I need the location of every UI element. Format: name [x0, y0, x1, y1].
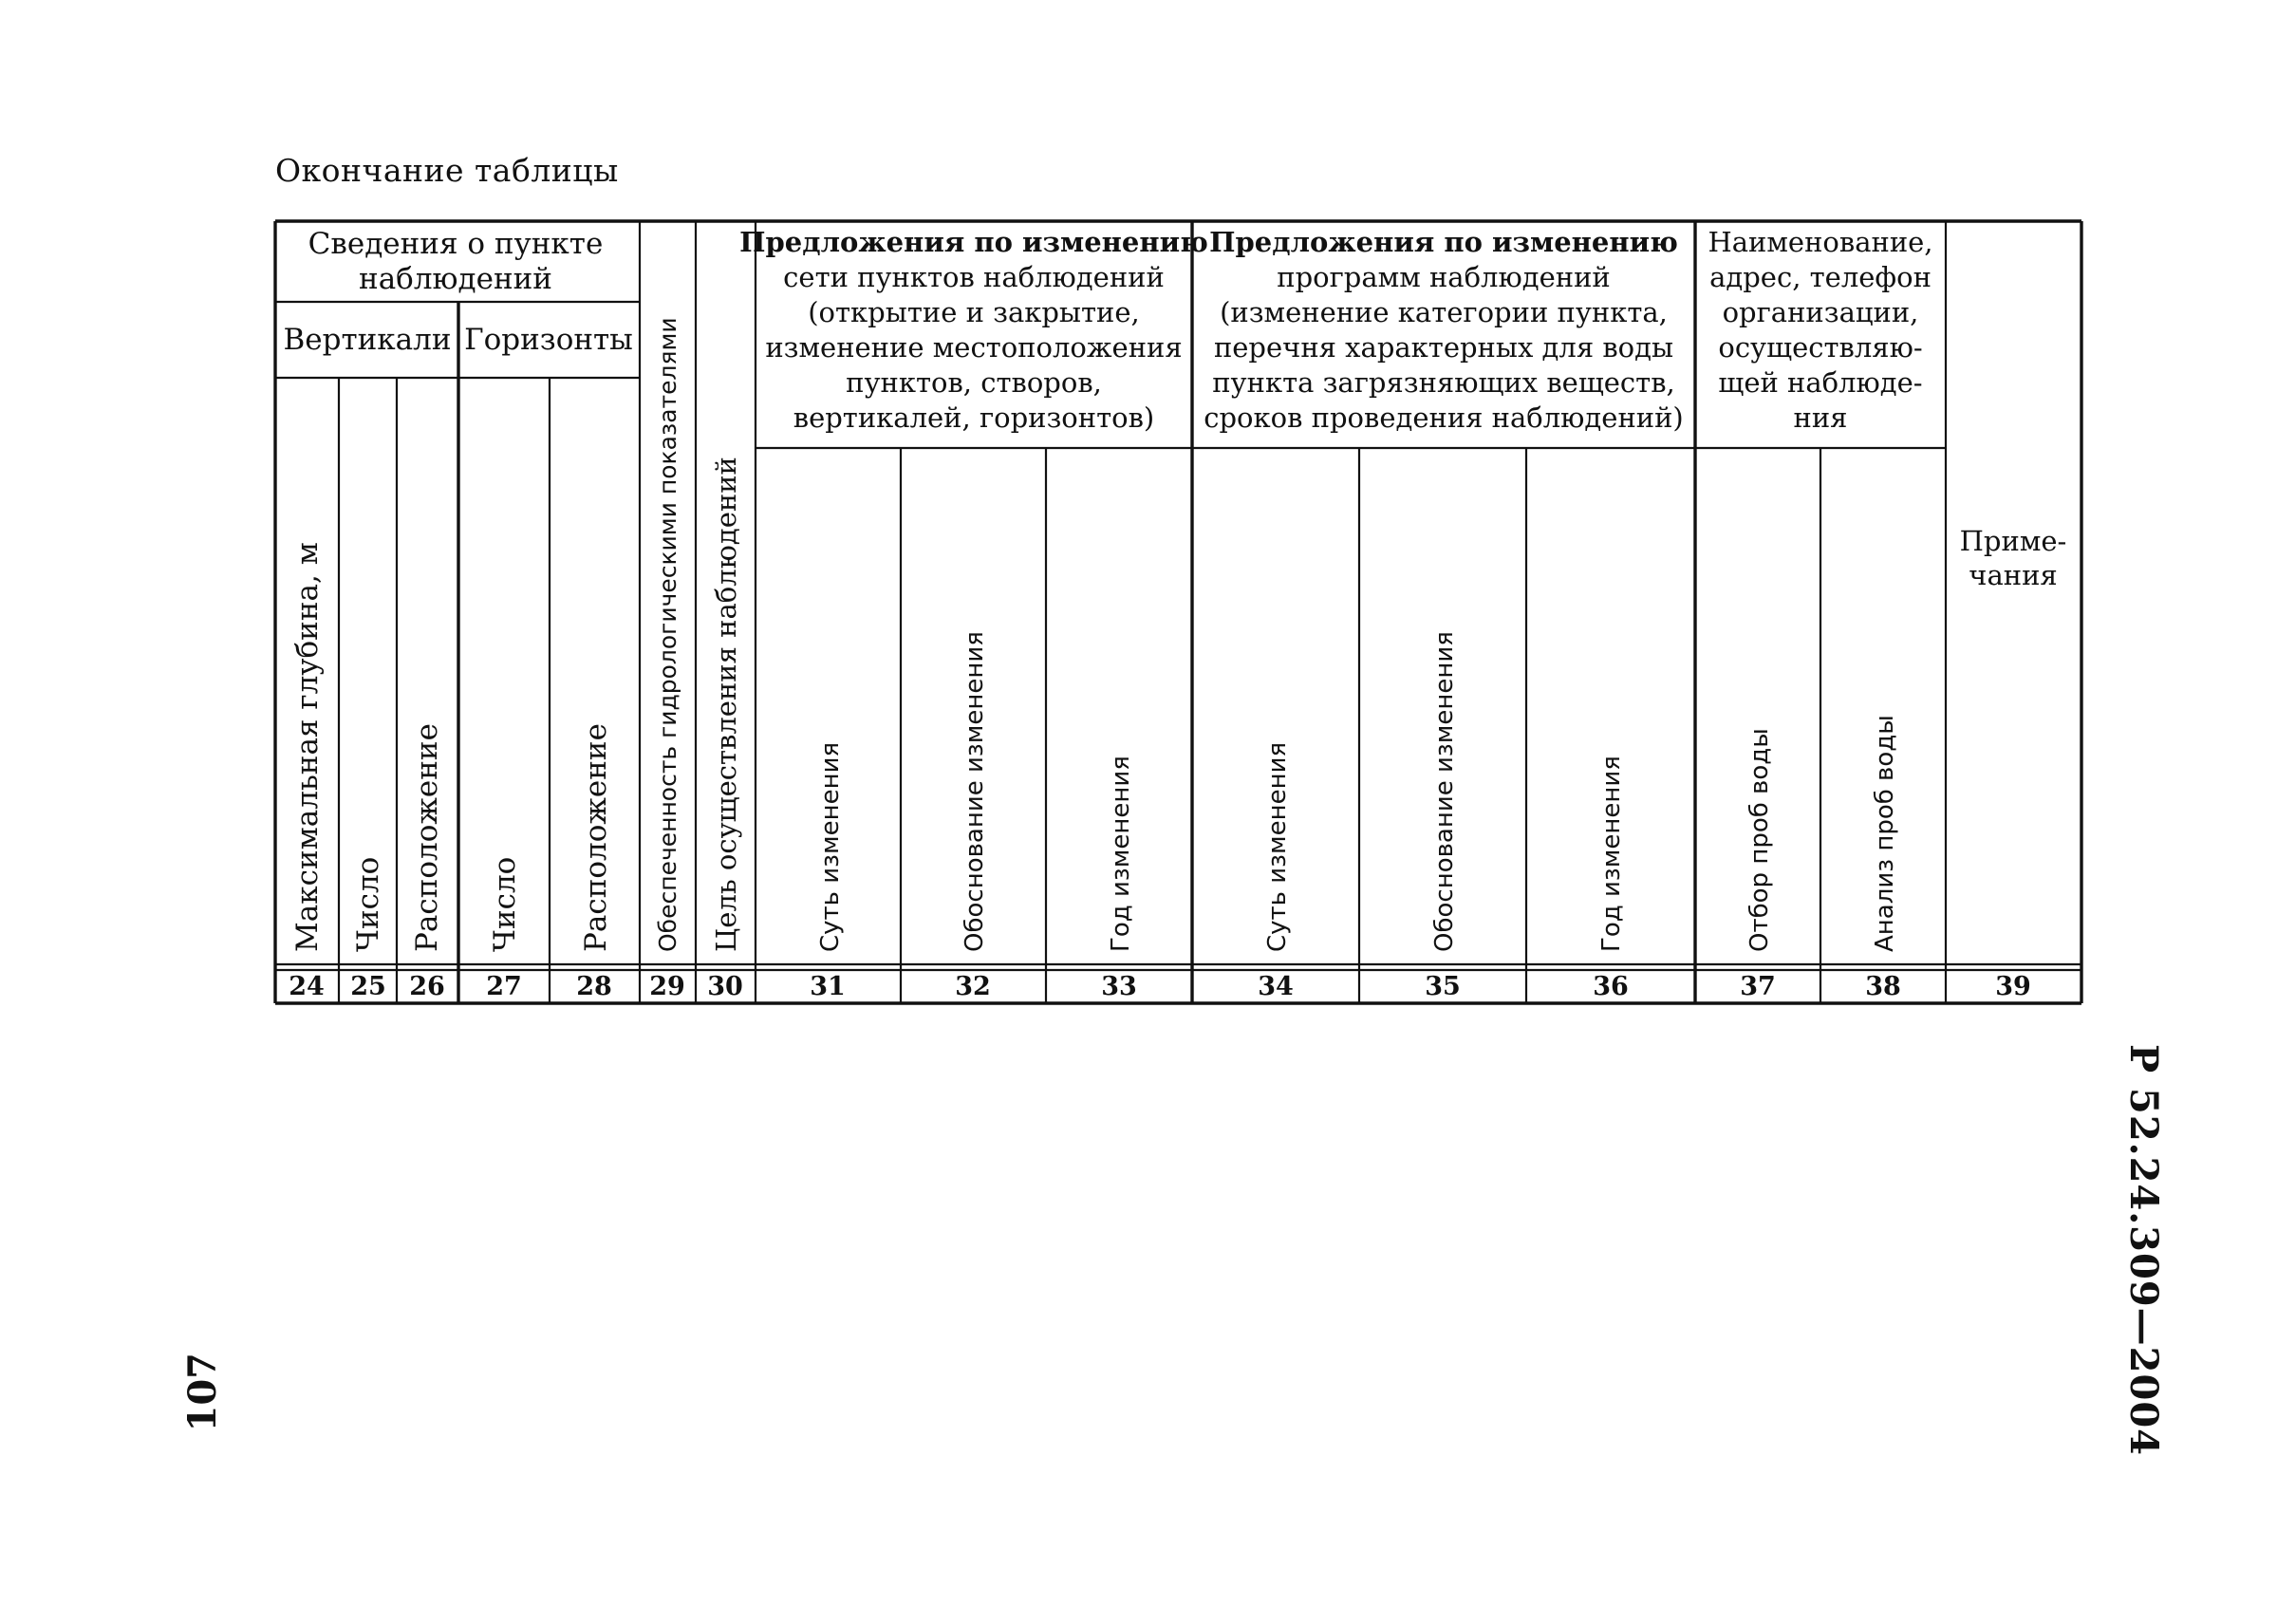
verticals-header: Вертикали [283, 323, 452, 357]
organization-line: щей наблюде- [1718, 366, 1923, 399]
column-label-28: Расположение [579, 723, 613, 952]
organization-line: организации, [1722, 296, 1919, 328]
column-label-37: Отбор проб воды [1745, 728, 1774, 952]
notes-line: чания [1969, 559, 2058, 591]
program-proposals-line: перечня характерных для воды [1213, 331, 1674, 364]
program-proposals-header [1204, 226, 1684, 434]
column-number: 31 [810, 972, 846, 1001]
program-proposals-line: (изменение категории пункта, [1220, 296, 1668, 328]
notes-line: Приме- [1959, 525, 2067, 557]
table-caption: Окончание таблицы [275, 152, 619, 189]
column-label-26: Расположение [410, 723, 444, 952]
column-number: 34 [1258, 972, 1294, 1001]
column-number: 37 [1740, 972, 1776, 1001]
column-number: 25 [350, 972, 386, 1001]
organization-line: ния [1793, 401, 1848, 434]
column-label-35: Обоснование изменения [1430, 631, 1459, 952]
program-proposals-line: пункта загрязняющих веществ, [1212, 366, 1675, 399]
column-number: 32 [955, 972, 991, 1001]
column-number: 30 [707, 972, 743, 1001]
column-label-25: Число [351, 856, 385, 952]
column-label-32: Обоснование изменения [961, 631, 989, 952]
column-number: 35 [1425, 972, 1461, 1001]
column-number: 28 [576, 972, 612, 1001]
column-number: 26 [409, 972, 445, 1001]
network-proposals-line: сети пунктов наблюдений [783, 261, 1165, 293]
program-proposals-line: Предложения по изменению [1209, 226, 1678, 258]
notes-header [1960, 525, 2067, 591]
network-proposals-line: Предложения по изменению [739, 226, 1208, 258]
column-number: 27 [486, 972, 522, 1001]
column-label-24: Максимальная глубина, м [290, 542, 325, 952]
organization-line: адрес, телефон [1709, 261, 1932, 293]
network-proposals-line: изменение местоположения [765, 331, 1183, 364]
document-code: Р 52.24.309—2004 [2121, 1044, 2166, 1457]
column-label-30: Цель осуществления наблюдений [710, 457, 742, 952]
organization-header [1708, 226, 1932, 434]
site-info-line: Сведения о пункте [308, 227, 604, 261]
organization-line: осуществляю- [1718, 331, 1923, 364]
site-info-line: наблюдений [359, 262, 552, 296]
column-label-38: Анализ проб воды [1871, 715, 1899, 952]
network-proposals-line: (открытие и закрытие, [808, 296, 1140, 328]
column-number: 36 [1593, 972, 1629, 1001]
column-number: 33 [1101, 972, 1137, 1001]
site-info-header [308, 227, 604, 296]
column-number: 38 [1865, 972, 1901, 1001]
column-label-36: Год изменения [1597, 756, 1626, 952]
column-number: 29 [649, 972, 685, 1001]
network-proposals-line: пунктов, створов, [846, 366, 1102, 399]
network-proposals-line: вертикалей, горизонтов) [793, 401, 1155, 434]
column-number: 24 [289, 972, 325, 1001]
column-number: 39 [1995, 972, 2031, 1001]
column-label-34: Суть изменения [1263, 741, 1292, 952]
column-label-27: Число [488, 856, 522, 952]
program-proposals-line: программ наблюдений [1277, 261, 1611, 293]
column-label-31: Суть изменения [816, 741, 845, 952]
program-proposals-line: сроков проведения наблюдений) [1204, 401, 1684, 434]
column-label-29: Обеспеченность гидрологическими показателями [654, 317, 681, 952]
horizons-header: Горизонты [464, 323, 633, 357]
page-number: 107 [180, 1353, 225, 1432]
organization-line: Наименование, [1708, 226, 1933, 258]
column-label-33: Год изменения [1107, 756, 1135, 952]
network-proposals-header [739, 226, 1208, 434]
